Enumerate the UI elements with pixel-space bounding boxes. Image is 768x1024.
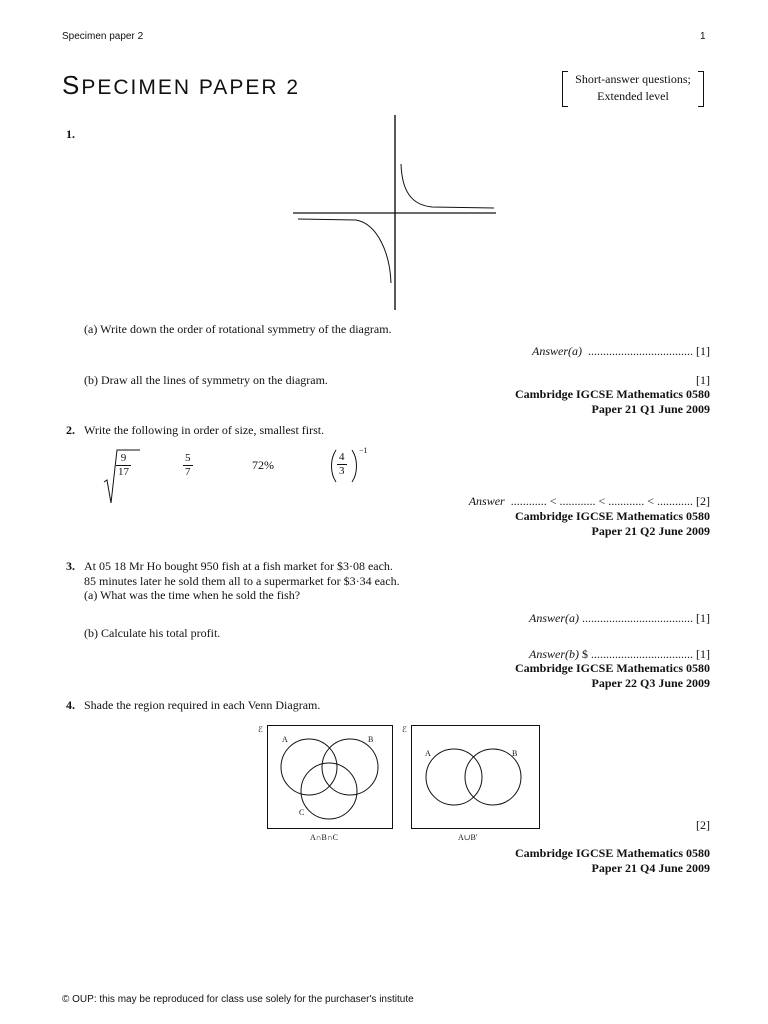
q1-source-1: Cambridge IGCSE Mathematics 0580 [515,387,710,401]
q1-answer-a-label: Answer(a) [532,344,582,358]
q2-source-2: Paper 21 Q2 June 2009 [591,524,710,538]
page-number: 1 [700,31,706,42]
q4-mark: [2] [696,818,710,832]
q2-paren-fraction [337,451,347,478]
title-first-letter: S [62,70,82,100]
q3-source-1: Cambridge IGCSE Mathematics 0580 [515,661,710,675]
q2-frac-num: 5 [185,452,191,464]
running-header: Specimen paper 2 [62,31,144,42]
q3-line1: At 05 18 Mr Ho bought 950 fish at a fish market for $3·08 each. [84,559,393,573]
q1-hyperbola-diagram [290,112,500,314]
q2-exponent: −1 [359,446,368,455]
q2-percent: 72% [252,458,274,472]
venn1-label-a: A [282,735,288,744]
q4-source-2: Paper 21 Q4 June 2009 [591,861,710,875]
q2-sqrt-den: 17 [118,466,129,478]
q2-answer-line[interactable]: ............ < ............ < ............ < ............ [2] [510,494,710,508]
q1-number: 1. [66,127,75,141]
q3-line2: 85 minutes later he sold them all to a supermarket for $3·34 each. [84,574,400,588]
q1-curve-upper [401,164,494,208]
q2-paren-num: 4 [339,451,345,463]
venn2-universal-symbol: ℰ [402,725,407,734]
level-note-line2: Extended level [597,89,669,103]
q1-curve-lower [298,219,391,283]
q3-answer-b-label: Answer(b) [529,647,579,661]
venn2-universal-box [412,726,540,829]
q2-fraction [183,452,193,479]
q3-answer-a [529,611,710,626]
q1-mark-b: [1] [696,373,710,387]
venn2-caption: A∪B′ [458,833,478,842]
q1-source-2: Paper 21 Q1 June 2009 [591,402,710,416]
venn1-caption: A∩B∩C [310,833,339,842]
q3-part-a: (a) What was the time when he sold the fish? [84,588,301,602]
q4-text: Shade the region required in each Venn Diagram. [84,698,321,712]
level-note-line1: Short-answer questions; [575,72,691,86]
q3-part-b: (b) Calculate his total profit. [84,626,221,640]
q2-answer [469,494,710,509]
q1-part-b: (b) Draw all the lines of symmetry on the diagram. [84,373,328,387]
q3-answer-a-line[interactable]: ..................................... [1] [582,611,710,625]
venn2-label-a: A [425,749,431,758]
q3-answer-b [529,647,710,662]
venn1-circle-c [301,763,357,819]
q2-frac-den: 7 [185,466,191,478]
q1-part-a: (a) Write down the order of rotational symmetry of the diagram. [84,322,392,336]
q1-answer-a-line[interactable]: ................................... [1] [588,344,710,358]
q1-answer-a [532,344,710,359]
level-note [562,71,704,107]
venn2-label-b: B [512,749,518,758]
page-title [62,70,300,101]
venn1-label-b: B [368,735,374,744]
venn1-universal-symbol: ℰ [258,725,263,734]
q2-paren-den: 3 [339,465,345,477]
venn1-circle-a [281,739,337,795]
venn1-label-c: C [299,808,305,817]
venn2-diagram[interactable] [411,725,540,829]
venn1-circle-b [322,739,378,795]
q2-answer-label: Answer [468,494,505,508]
q3-answer-b-line[interactable]: $ .................................. [1] [582,647,710,661]
q4-number: 4. [66,698,75,712]
q3-answer-a-label: Answer(a) [529,611,579,625]
q3-source-2: Paper 22 Q3 June 2009 [591,676,710,690]
q2-sqrt-num: 9 [116,452,131,466]
copyright-footer: © OUP: this may be reproduced for class use solely for the purchaser's institute [62,994,414,1005]
title-rest: PECIMEN PAPER 2 [81,76,301,99]
q2-number: 2. [66,423,75,437]
q2-text: Write the following in order of size, smallest first. [84,423,325,437]
q4-source-1: Cambridge IGCSE Mathematics 0580 [515,846,710,860]
q3-number: 3. [66,559,75,573]
q2-sqrt-fraction [116,452,131,479]
q2-source-1: Cambridge IGCSE Mathematics 0580 [515,509,710,523]
